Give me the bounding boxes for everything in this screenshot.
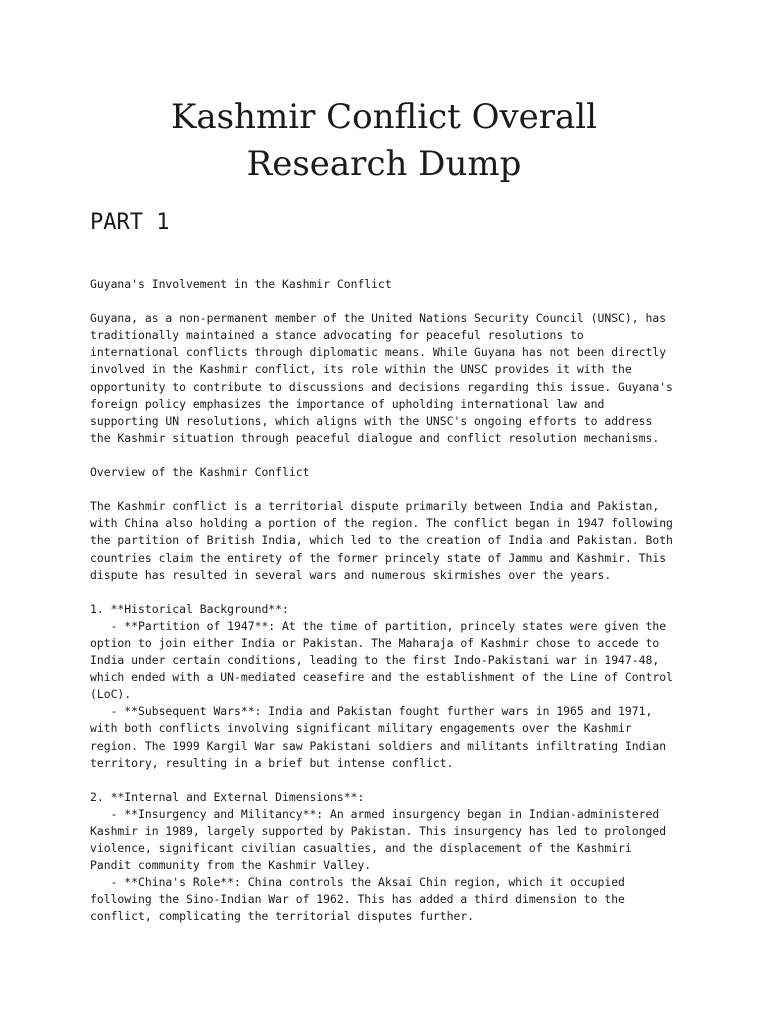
text-line: with China also holding a portion of the region. The conflict began in 1947 following <box>90 516 673 531</box>
text-line: traditionally maintained a stance advocating for peaceful resolutions to <box>90 328 584 343</box>
paragraph <box>90 310 690 447</box>
text-line: India under certain conditions, leading to the first Indo-Pakistani war in 1947-48, <box>90 653 660 668</box>
text-line: the Kashmir situation through peaceful dialogue and conflict resolution mechanisms. <box>90 430 660 445</box>
text-line: Overview of the Kashmir Conflict <box>90 465 310 480</box>
text-line: - **China's Role**: China controls the Aksai Chin region, which it occupied <box>90 875 625 890</box>
text-line: foreign policy emphasizes the importance of upholding international law and <box>90 396 605 411</box>
text-line: which ended with a UN-mediated ceasefire and the establishment of the Line of Control <box>90 670 673 685</box>
text-line: 1. **Historical Background**: <box>90 601 289 616</box>
text-line: supporting UN resolutions, which aligns with the UNSC's ongoing efforts to address <box>90 413 653 428</box>
document-title: Kashmir Conflict Overall Research Dump <box>170 97 598 184</box>
text-line: 2. **Internal and External Dimensions**: <box>90 789 365 804</box>
paragraph <box>90 498 690 583</box>
text-line: countries claim the entirety of the former princely state of Jammu and Kashmir. This <box>90 550 667 565</box>
paragraph <box>90 601 690 772</box>
text-line: The Kashmir conflict is a territorial dispute primarily between India and Pakistan, <box>90 499 660 514</box>
paragraph <box>90 276 690 293</box>
document-body <box>90 276 690 943</box>
text-line: Kashmir in 1989, largely supported by Pakistan. This insurgency has led to prolonged <box>90 824 667 838</box>
text-line: conflict, complicating the territorial disputes further. <box>90 909 475 924</box>
text-line: Guyana's Involvement in the Kashmir Conflict <box>90 277 392 291</box>
text-line: opportunity to contribute to discussions and decisions regarding this issue. Guyana's <box>90 379 673 394</box>
paragraph <box>90 789 690 926</box>
text-line: dispute has resulted in several wars and numerous skirmishes over the years. <box>90 567 612 582</box>
text-line: option to join either India or Pakistan. The Maharaja of Kashmir chose to accede to <box>90 635 660 650</box>
text-line: violence, significant civilian casualties, and the displacement of the Kashmiri <box>90 841 632 856</box>
text-line: following the Sino-Indian War of 1962. This has added a third dimension to the <box>90 892 625 907</box>
text-line: with both conflicts involving significant military engagements over the Kashmir <box>90 721 632 736</box>
text-line: Guyana, as a non-permanent member of the United Nations Security Council (UNSC), has <box>90 311 667 326</box>
text-line: region. The 1999 Kargil War saw Pakistani soldiers and militants infiltrating Indian <box>90 738 667 753</box>
text-line: - **Insurgency and Militancy**: An armed insurgency began in Indian-administered <box>90 806 660 821</box>
paragraph <box>90 464 690 481</box>
text-line: - **Partition of 1947**: At the time of partition, princely states were given the <box>90 618 667 633</box>
text-line: international conflicts through diplomatic means. While Guyana has not been directly <box>90 345 667 360</box>
text-line: the partition of British India, which led to the creation of India and Pakistan. Both <box>90 533 673 548</box>
part-heading: PART 1 <box>90 210 170 235</box>
text-line: involved in the Kashmir conflict, its role within the UNSC provides it with the <box>90 362 632 377</box>
text-line: - **Subsequent Wars**: India and Pakistan fought further wars in 1965 and 1971, <box>90 704 653 719</box>
text-line: (LoC). <box>90 687 132 702</box>
text-line: territory, resulting in a brief but intense conflict. <box>90 755 454 770</box>
text-line: Pandit community from the Kashmir Valley. <box>90 858 372 873</box>
